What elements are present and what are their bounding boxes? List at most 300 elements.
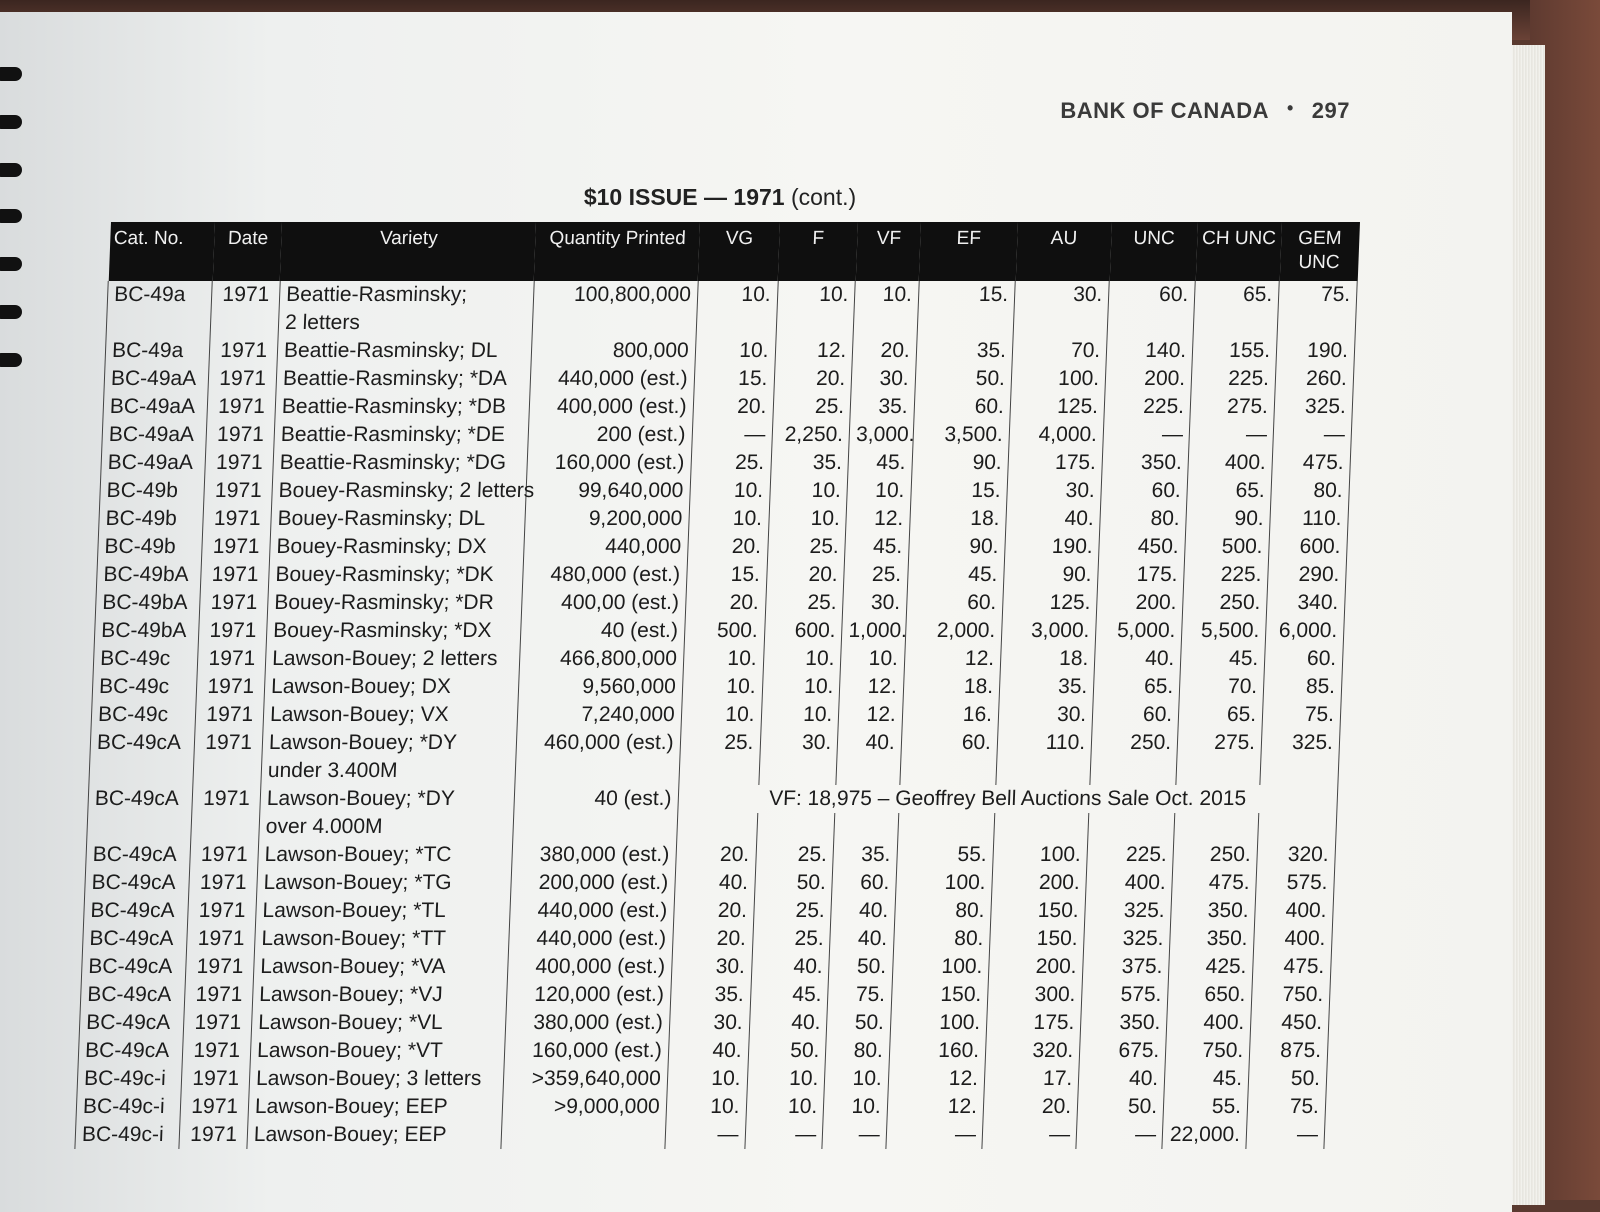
table-cell: 30. xyxy=(851,365,916,393)
table-cell: 6,000. xyxy=(1265,617,1344,645)
table-cell: 10. xyxy=(667,1065,748,1093)
table-cell: Lawson-Bouey; *VJ xyxy=(252,981,507,1009)
table-row xyxy=(75,1121,1325,1149)
table-cell: 190. xyxy=(1276,337,1355,365)
table-cell: 2 letters xyxy=(278,309,533,337)
table-cell: 1971 xyxy=(183,1037,252,1065)
table-cell: 100,800,000 xyxy=(533,281,698,309)
table-cell: BC-49b xyxy=(97,533,202,561)
table-cell xyxy=(898,813,995,841)
table-cell: Beattie-Rasminsky; *DB xyxy=(275,393,530,421)
table-cell: 20. xyxy=(773,365,852,393)
table-cell: 750. xyxy=(1251,981,1330,1009)
column-header: Variety xyxy=(280,222,536,281)
table-cell: 350. xyxy=(1102,449,1189,477)
running-head xyxy=(1040,98,1350,124)
table-cell: 35. xyxy=(850,393,915,421)
table-cell: 5,500. xyxy=(1181,617,1266,645)
section-title xyxy=(470,184,970,211)
table-cell: 10. xyxy=(689,477,770,505)
table-cell: 50. xyxy=(827,1009,892,1037)
table-cell: 1971 xyxy=(201,561,270,589)
table-cell: 15. xyxy=(694,365,775,393)
table-cell xyxy=(679,757,760,785)
table-cell: 110. xyxy=(997,729,1092,757)
table-cell: BC-49cA xyxy=(83,897,188,925)
table-cell: Lawson-Bouey; *DY xyxy=(262,729,517,757)
table-cell: 85. xyxy=(1263,673,1342,701)
table-cell: 90. xyxy=(1003,561,1098,589)
table-cell: 350. xyxy=(1171,897,1256,925)
table-cell: 425. xyxy=(1169,953,1254,981)
table-cell: 45. xyxy=(1164,1065,1249,1093)
table-cell: 400. xyxy=(1255,897,1334,925)
table-cell: 22,000. xyxy=(1162,1121,1247,1149)
table-cell: 325. xyxy=(1085,897,1172,925)
price-table xyxy=(74,222,1360,1149)
table-cell: 1971 xyxy=(194,729,263,757)
table-cell: 65. xyxy=(1178,701,1263,729)
table-cell: 1971 xyxy=(187,925,256,953)
table-cell xyxy=(193,757,262,785)
table-cell: 1971 xyxy=(192,785,261,813)
table-cell: Bouey-Rasminsky; 2 letters xyxy=(272,477,527,505)
table-cell xyxy=(87,813,192,841)
table-cell: >9,000,000 xyxy=(502,1093,667,1121)
table-cell: — xyxy=(886,1121,983,1149)
table-cell: Lawson-Bouey; *TC xyxy=(258,841,513,869)
table-cell: 30. xyxy=(1007,477,1102,505)
table-row xyxy=(96,561,1346,589)
table-cell: BC-49aA xyxy=(101,449,206,477)
table-cell: Lawson-Bouey; *VL xyxy=(251,1009,506,1037)
table-row xyxy=(81,953,1331,981)
table-cell: 875. xyxy=(1249,1037,1328,1065)
table-cell: 4,000. xyxy=(1009,421,1104,449)
table-cell: 10. xyxy=(847,477,912,505)
table-cell: 600. xyxy=(764,617,843,645)
table-cell: 50. xyxy=(1248,1065,1327,1093)
table-cell: 475. xyxy=(1252,953,1331,981)
table-cell xyxy=(515,757,680,785)
table-cell: 225. xyxy=(1191,365,1276,393)
table-cell: BC-49aA xyxy=(104,365,209,393)
table-cell: 20. xyxy=(693,393,774,421)
column-header: UNC xyxy=(1109,222,1197,281)
table-cell: 18. xyxy=(909,505,1006,533)
table-cell: Bouey-Rasminsky; *DK xyxy=(268,561,523,589)
table-cell: 150. xyxy=(991,897,1086,925)
table-cell: 400,000 (est.) xyxy=(507,953,672,981)
section-title-suffix: (cont.) xyxy=(784,184,857,210)
table-cell: 300. xyxy=(987,981,1082,1009)
table-cell: 275. xyxy=(1190,393,1275,421)
table-cell: 675. xyxy=(1079,1037,1166,1065)
table-cell xyxy=(1088,813,1175,841)
table-cell: 380,000 (est.) xyxy=(512,841,677,869)
table-cell: 60. xyxy=(901,729,998,757)
table-cell: 375. xyxy=(1083,953,1170,981)
table-row xyxy=(83,897,1333,925)
table-cell: — xyxy=(822,1121,887,1149)
table-cell: 25. xyxy=(767,533,846,561)
table-cell: 350. xyxy=(1170,925,1255,953)
table-cell: 325. xyxy=(1084,925,1171,953)
table-cell: 160. xyxy=(889,1037,986,1065)
table-cell: 340. xyxy=(1266,589,1345,617)
table-cell: Bouey-Rasminsky; *DX xyxy=(266,617,521,645)
table-cell: 1971 xyxy=(180,1093,249,1121)
table-cell: 1971 xyxy=(200,589,269,617)
table-cell xyxy=(1107,309,1194,337)
table-cell: 225. xyxy=(1087,841,1174,869)
table-cell: BC-49c-i xyxy=(75,1121,180,1149)
table-cell: 25. xyxy=(755,841,834,869)
table-cell: 100. xyxy=(890,1009,987,1037)
table-cell: 1971 xyxy=(184,1009,253,1037)
table-cell: 15. xyxy=(686,561,767,589)
table-cell: 1971 xyxy=(190,841,259,869)
table-cell: 18. xyxy=(903,673,1000,701)
table-cell: Beattie-Rasminsky; *DE xyxy=(274,421,529,449)
table-cell: 30. xyxy=(998,701,1093,729)
table-cell: 12. xyxy=(888,1065,985,1093)
table-cell: Beattie-Rasminsky; *DA xyxy=(276,365,531,393)
table-cell: BC-49cA xyxy=(78,1037,183,1065)
table-cell: 2,250. xyxy=(771,421,850,449)
running-head-title: BANK OF CANADA xyxy=(1060,98,1269,123)
table-cell: 1971 xyxy=(181,1065,250,1093)
table-cell: 650. xyxy=(1167,981,1252,1009)
table-row xyxy=(105,337,1355,365)
table-cell xyxy=(917,309,1014,337)
table-cell: 70. xyxy=(1179,673,1264,701)
table-cell: 200,000 (est.) xyxy=(510,869,675,897)
table-cell: 80. xyxy=(894,897,991,925)
table-cell: BC-49cA xyxy=(85,869,190,897)
table-cell: 575. xyxy=(1081,981,1168,1009)
table-cell xyxy=(1176,757,1261,785)
table-row xyxy=(95,589,1345,617)
column-header: GEM UNC xyxy=(1279,222,1359,281)
table-cell xyxy=(1193,309,1278,337)
table-cell: Lawson-Bouey; VX xyxy=(263,701,518,729)
table-row xyxy=(92,673,1342,701)
table-row xyxy=(102,421,1352,449)
table-cell: 1971 xyxy=(202,533,271,561)
table-cell: 40. xyxy=(831,897,896,925)
table-row xyxy=(80,981,1330,1009)
table-cell: 400. xyxy=(1188,449,1273,477)
table-cell: 40. xyxy=(749,1009,828,1037)
table-cell xyxy=(191,813,260,841)
table-cell: 1971 xyxy=(204,477,273,505)
table-cell: 12. xyxy=(904,645,1001,673)
table-cell xyxy=(758,757,837,785)
table-cell: 55. xyxy=(1163,1093,1248,1121)
table-cell: 400. xyxy=(1254,925,1333,953)
table-cell: BC-49aA xyxy=(102,421,207,449)
table-cell: 50. xyxy=(829,953,894,981)
table-cell: 10. xyxy=(747,1065,826,1093)
table-cell: 475. xyxy=(1272,449,1351,477)
table-cell: 90. xyxy=(911,449,1008,477)
table-cell: 65. xyxy=(1187,477,1272,505)
table-cell: Lawson-Bouey; 2 letters xyxy=(265,645,520,673)
table-cell: 3,000. xyxy=(849,421,914,449)
table-cell: 30. xyxy=(671,953,752,981)
table-cell: 40. xyxy=(837,729,902,757)
table-cell: 35. xyxy=(999,673,1094,701)
binding-coil xyxy=(0,305,22,319)
table-cell: BC-49cA xyxy=(81,953,186,981)
table-row xyxy=(106,309,1356,337)
table-cell: 99,640,000 xyxy=(526,477,691,505)
table-cell: 140. xyxy=(1106,337,1193,365)
table-row xyxy=(101,449,1351,477)
table-cell: 325. xyxy=(1261,729,1340,757)
table-cell: 20. xyxy=(852,337,917,365)
table-cell: 110. xyxy=(1270,505,1349,533)
binding-coil xyxy=(0,67,22,81)
table-cell: 1971 xyxy=(188,897,257,925)
table-cell: 2,000. xyxy=(905,617,1002,645)
table-cell: 1971 xyxy=(203,505,272,533)
table-cell xyxy=(1277,309,1356,337)
table-cell: BC-49aA xyxy=(103,393,208,421)
table-cell: 160,000 (est.) xyxy=(504,1037,669,1065)
table-cell: 40. xyxy=(674,869,755,897)
table-row xyxy=(93,645,1343,673)
table-cell: 12. xyxy=(846,505,911,533)
table-cell: 475. xyxy=(1172,869,1257,897)
table-cell: Lawson-Bouey; *VA xyxy=(253,953,508,981)
table-cell: 65. xyxy=(1194,281,1279,309)
table-cell: BC-49a xyxy=(105,337,210,365)
table-cell: 45. xyxy=(1180,645,1265,673)
table-cell: 40. xyxy=(1078,1065,1165,1093)
table-row xyxy=(91,701,1341,729)
table-cell: 125. xyxy=(1010,393,1105,421)
table-cell: 40. xyxy=(830,925,895,953)
table-cell: 160,000 (est.) xyxy=(527,449,692,477)
table-cell: BC-49c-i xyxy=(77,1065,182,1093)
table-cell: — xyxy=(691,421,772,449)
table-cell: — xyxy=(982,1121,1077,1149)
table-cell: Lawson-Bouey; *TL xyxy=(255,897,510,925)
column-header: Cat. No. xyxy=(108,222,215,281)
table-cell: 440,000 (est.) xyxy=(509,897,674,925)
table-cell: 190. xyxy=(1004,533,1099,561)
spiral-binding xyxy=(0,67,30,397)
table-cell: 120,000 (est.) xyxy=(506,981,671,1009)
table-cell: 1971 xyxy=(205,449,274,477)
table-cell: >359,640,000 xyxy=(503,1065,668,1093)
table-row xyxy=(78,1037,1328,1065)
table-row xyxy=(88,785,1338,813)
table-cell: 200. xyxy=(992,869,1087,897)
table-cell: 10. xyxy=(682,673,763,701)
table-cell: 3,500. xyxy=(913,421,1010,449)
table-cell: 25. xyxy=(844,561,909,589)
table-cell: Beattie-Rasminsky; DL xyxy=(277,337,532,365)
table-cell: 155. xyxy=(1192,337,1277,365)
table-cell: 1971 xyxy=(207,393,276,421)
table-row xyxy=(77,1065,1327,1093)
binding-coil xyxy=(0,115,22,129)
table-cell: 10. xyxy=(745,1093,824,1121)
table-cell: 25. xyxy=(690,449,771,477)
table-cell: 440,000 (est.) xyxy=(508,925,673,953)
table-cell: 1971 xyxy=(197,673,266,701)
table-cell: 450. xyxy=(1250,1009,1329,1037)
table-cell: 75. xyxy=(1247,1093,1326,1121)
table-row xyxy=(76,1093,1326,1121)
table-cell xyxy=(532,309,697,337)
table-cell: 20. xyxy=(766,561,845,589)
table-cell: BC-49cA xyxy=(80,981,185,1009)
table-cell: 1971 xyxy=(208,365,277,393)
binding-coil xyxy=(0,209,22,223)
table-cell: 50. xyxy=(1077,1093,1164,1121)
table-cell: 10. xyxy=(777,281,856,309)
table-cell: 25. xyxy=(752,925,831,953)
table-cell: 100. xyxy=(993,841,1088,869)
table-row xyxy=(103,393,1353,421)
table-cell: BC-49a xyxy=(107,281,212,309)
book-page xyxy=(0,12,1512,1212)
table-cell: Lawson-Bouey; *TT xyxy=(254,925,509,953)
table-cell: 10. xyxy=(769,477,848,505)
table-cell xyxy=(836,757,901,785)
table-row xyxy=(90,729,1340,757)
table-cell: BC-49c xyxy=(92,673,197,701)
table-cell: BC-49c xyxy=(93,645,198,673)
table-cell: 466,800,000 xyxy=(519,645,684,673)
table-cell: 10. xyxy=(768,505,847,533)
running-head-separator: • xyxy=(1286,98,1294,118)
table-cell: 125. xyxy=(1002,589,1097,617)
column-header: VF xyxy=(856,222,922,281)
table-cell: 10. xyxy=(666,1093,747,1121)
column-header: F xyxy=(778,222,858,281)
table-cell: 100. xyxy=(1011,365,1106,393)
table-cell: 35. xyxy=(670,981,751,1009)
auction-note: VF: 18,975 – Geoffrey Bell Auctions Sale Oct. 2015 xyxy=(677,785,1337,813)
table-cell: 10. xyxy=(840,645,905,673)
table-cell: 30. xyxy=(759,729,838,757)
table-cell: 5,000. xyxy=(1095,617,1182,645)
table-cell: 55. xyxy=(896,841,993,869)
table-cell: BC-49b xyxy=(100,477,205,505)
table-row xyxy=(94,617,1344,645)
table-cell: BC-49cA xyxy=(88,785,193,813)
table-cell: BC-49cA xyxy=(79,1009,184,1037)
table-cell: Beattie-Rasminsky; *DG xyxy=(273,449,528,477)
table-cell: 17. xyxy=(984,1065,1079,1093)
binding-coil xyxy=(0,163,22,177)
table-cell: 40. xyxy=(1094,645,1181,673)
table-cell: 10. xyxy=(681,701,762,729)
table-cell xyxy=(1260,757,1339,785)
table-cell: BC-49bA xyxy=(94,617,199,645)
table-cell: 200. xyxy=(1097,589,1184,617)
table-cell: 40. xyxy=(668,1037,749,1065)
table-cell: Lawson-Bouey; *VT xyxy=(250,1037,505,1065)
table-cell: — xyxy=(1103,421,1190,449)
table-cell: 575. xyxy=(1256,869,1335,897)
section-title-main: $10 ISSUE — 1971 xyxy=(583,184,785,210)
table-cell: 40. xyxy=(751,953,830,981)
table-cell xyxy=(1013,309,1108,337)
table-cell: BC-49cA xyxy=(90,729,195,757)
table-cell: 400. xyxy=(1086,869,1173,897)
table-cell: 380,000 (est.) xyxy=(505,1009,670,1037)
table-cell: Bouey-Rasminsky; *DR xyxy=(267,589,522,617)
table-cell: 1971 xyxy=(189,869,258,897)
table-row xyxy=(104,365,1354,393)
table-cell: 35. xyxy=(770,449,849,477)
table-cell: 10. xyxy=(762,673,841,701)
table-row xyxy=(100,477,1350,505)
table-cell: 10. xyxy=(824,1065,889,1093)
table-cell: 45. xyxy=(750,981,829,1009)
table-cell: 350. xyxy=(1080,1009,1167,1037)
table-cell: 1971 xyxy=(198,645,267,673)
table-cell: 480,000 (est.) xyxy=(522,561,687,589)
table-cell: 1971 xyxy=(209,337,278,365)
table-cell: 10. xyxy=(854,281,919,309)
table-cell: 70. xyxy=(1012,337,1107,365)
table-cell: 10. xyxy=(683,645,764,673)
table-cell xyxy=(756,813,835,841)
table-cell: 10. xyxy=(688,505,769,533)
table-cell: 1971 xyxy=(199,617,268,645)
table-cell: BC-49bA xyxy=(96,561,201,589)
table-cell: 10. xyxy=(761,701,840,729)
table-cell: 80. xyxy=(825,1037,890,1065)
table-cell: under 3.400M xyxy=(261,757,516,785)
table-cell: 20. xyxy=(983,1093,1078,1121)
table-cell: 25. xyxy=(753,897,832,925)
table-cell: 1971 xyxy=(212,281,281,309)
table-cell: 400,000 (est.) xyxy=(529,393,694,421)
table-row xyxy=(86,841,1336,869)
table-cell xyxy=(106,309,211,337)
table-cell: 25. xyxy=(680,729,761,757)
table-cell: 25. xyxy=(765,589,844,617)
table-cell xyxy=(89,757,194,785)
table-cell: 200. xyxy=(1105,365,1192,393)
table-cell: 450. xyxy=(1099,533,1186,561)
table-cell: 1971 xyxy=(186,953,255,981)
table-cell: Lawson-Bouey; 3 letters xyxy=(249,1065,504,1093)
table-row xyxy=(82,925,1332,953)
table-cell xyxy=(1090,757,1177,785)
header-row xyxy=(108,222,1359,281)
table-cell: — xyxy=(1189,421,1274,449)
table-cell: 20. xyxy=(687,533,768,561)
table-cell: 16. xyxy=(902,701,999,729)
table-cell: 800,000 xyxy=(531,337,696,365)
table-cell: 175. xyxy=(1098,561,1185,589)
table-cell: — xyxy=(1273,421,1352,449)
table-cell: 250. xyxy=(1182,589,1267,617)
table-cell: Lawson-Bouey; DX xyxy=(264,673,519,701)
table-cell: 80. xyxy=(1271,477,1350,505)
table-cell xyxy=(996,757,1091,785)
table-cell: 500. xyxy=(1185,533,1270,561)
